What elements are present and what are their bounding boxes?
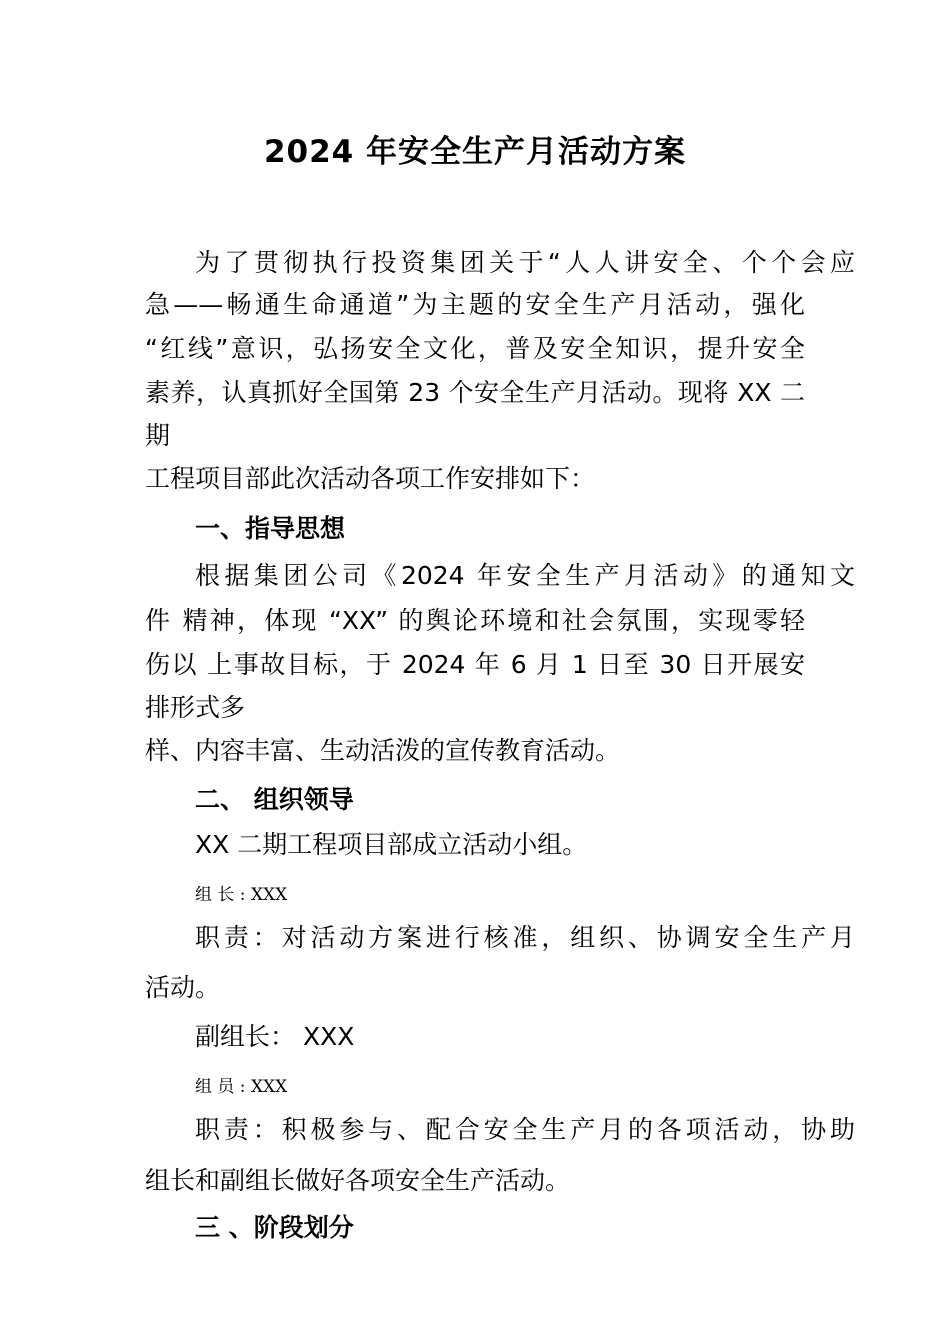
group-members-line: 组 员 : XXX bbox=[195, 1077, 288, 1097]
intro-line-5: 期 bbox=[145, 421, 171, 450]
intro-line-1: 为了贯彻执行投资集团关于“人人讲安全、个个会应 bbox=[195, 248, 855, 277]
document-title: 2024 年安全生产月活动方案 bbox=[263, 134, 687, 170]
member-duty-line-2: 组长和副组长做好各项安全生产活动。 bbox=[145, 1166, 571, 1195]
intro-line-2: 急——畅通生命通道”为主题的安全生产月活动，强化 bbox=[145, 290, 805, 319]
section-heading-guiding-ideology: 一、指导思想 bbox=[195, 514, 346, 543]
leader-duty-line-1: 职责：对活动方案进行核准，组织、协调安全生产月 bbox=[195, 923, 855, 952]
group-leader-line: 组 长 : XXX bbox=[195, 885, 288, 905]
section1-line-4: 排形式多 bbox=[145, 693, 246, 722]
group-established-line: XX 二期工程项目部成立活动小组。 bbox=[195, 830, 588, 859]
leader-duty-line-2: 活动。 bbox=[145, 973, 221, 1002]
section1-line-3: 伤以 上事故目标，于 2024 年 6 月 1 日至 30 日开展安 bbox=[145, 650, 805, 679]
deputy-leader-line: 副组长： XXX bbox=[195, 1022, 355, 1051]
intro-line-4: 素养，认真抓好全国第 23 个安全生产月活动。现将 XX 二 bbox=[145, 378, 805, 407]
intro-line-3: “红线”意识，弘扬安全文化，普及安全知识，提升安全 bbox=[145, 334, 805, 363]
section1-line-5: 样、内容丰富、生动活泼的宣传教育活动。 bbox=[145, 736, 621, 765]
section-heading-phases: 三 、阶段划分 bbox=[195, 1213, 354, 1242]
section1-line-1: 根据集团公司《2024 年安全生产月活动》的通知文 bbox=[195, 561, 855, 590]
section1-line-2: 件 精神，体现 “XX” 的舆论环境和社会氛围，实现零轻 bbox=[145, 606, 805, 635]
section-heading-organization: 二、 组织领导 bbox=[195, 785, 354, 814]
member-duty-line-1: 职责：积极参与、配合安全生产月的各项活动，协助 bbox=[195, 1115, 855, 1144]
intro-line-6: 工程项目部此次活动各项工作安排如下： bbox=[145, 464, 596, 493]
